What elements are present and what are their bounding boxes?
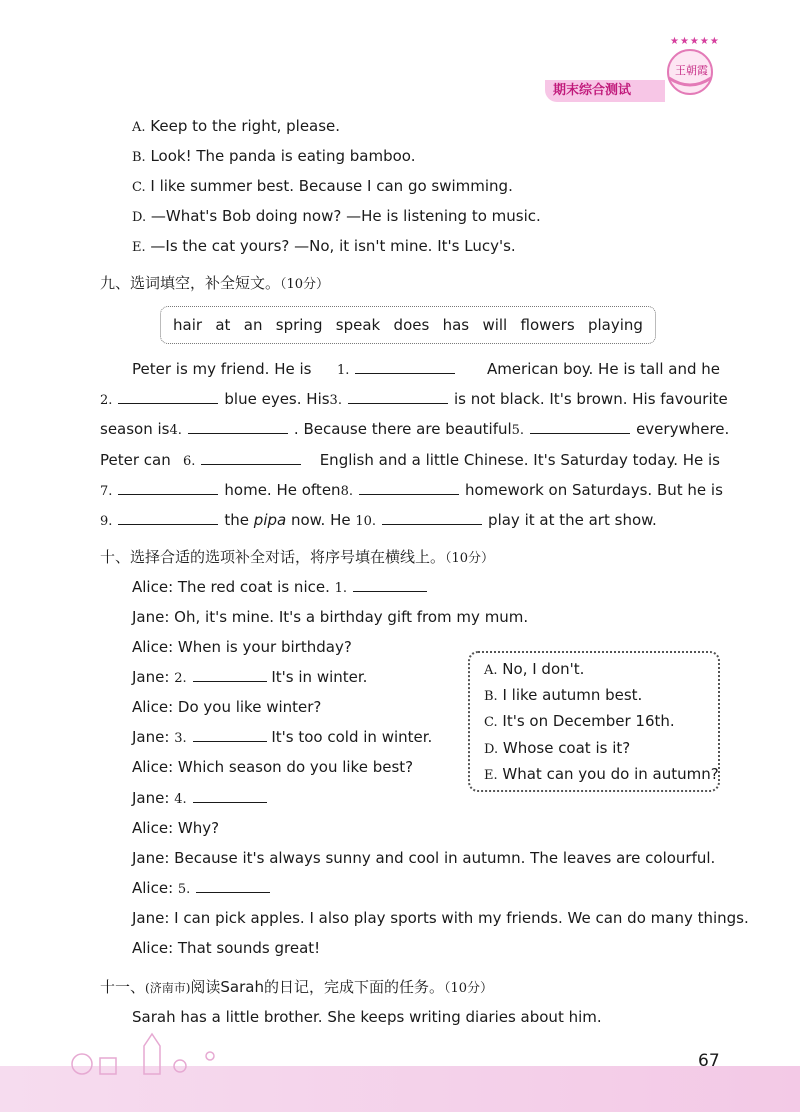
section11-title: 十一、(济南市)阅读Sarah的日记，完成下面的任务。（10分） bbox=[100, 978, 494, 996]
passage-line-3: season is 4. . Because there are beautiful 5. everywhere. bbox=[100, 420, 730, 438]
dialogue-line: Alice: Why? bbox=[132, 819, 220, 837]
blank-2[interactable] bbox=[118, 389, 218, 404]
passage-line-1: Peter is my friend. He is 1. American boy. He is tall and he bbox=[132, 360, 720, 378]
blank-10[interactable] bbox=[382, 510, 482, 525]
passage-line-6: 9. the pipa now. He 10. play it at the art show. bbox=[100, 511, 657, 529]
dialogue-line: Alice: 5. bbox=[132, 878, 276, 900]
passage-line-4: Peter can 6. English and a little Chinese. It's Saturday today. He is bbox=[100, 451, 720, 469]
blank-8[interactable] bbox=[359, 480, 459, 495]
word: playing bbox=[587, 316, 643, 334]
dialogue-line: Jane: Because it's always sunny and cool in autumn. The leaves are colourful. bbox=[132, 849, 716, 867]
passage-line-2: 2. blue eyes. His 3. is not black. It's brown. His favourite bbox=[100, 390, 728, 408]
word-bank bbox=[160, 306, 656, 344]
section10-title: 十、选择合适的选项补全对话，将序号填在横线上。（10分） bbox=[100, 548, 495, 566]
blank-3[interactable] bbox=[348, 389, 448, 404]
option-d: D. —What's Bob doing now? —He is listening to music. bbox=[132, 207, 541, 225]
choice-c: C. It's on December 16th. bbox=[484, 712, 675, 730]
word: will bbox=[482, 316, 508, 334]
choice-b: B. I like autumn best. bbox=[484, 686, 643, 704]
blank-6[interactable] bbox=[201, 450, 301, 465]
dialogue-line: Alice: Which season do you like best? bbox=[132, 758, 414, 776]
header-title: 期末综合测试 bbox=[553, 83, 632, 98]
word: hair bbox=[173, 316, 203, 334]
dialogue-line: Alice: When is your birthday? bbox=[132, 638, 352, 656]
dialogue-line: Jane: Oh, it's mine. It's a birthday gift from my mum. bbox=[132, 608, 529, 626]
option-b: B. Look! The panda is eating bamboo. bbox=[132, 147, 416, 165]
dialogue-blank-3[interactable] bbox=[193, 727, 267, 742]
blank-5[interactable] bbox=[530, 419, 630, 434]
blank-7[interactable] bbox=[118, 480, 218, 495]
choice-a: A. No, I don't. bbox=[484, 660, 585, 678]
blank-1[interactable] bbox=[355, 359, 455, 374]
option-c: C. I like summer best. Because I can go swimming. bbox=[132, 177, 513, 195]
dialogue-line: Jane: 2. It's in winter. bbox=[132, 668, 368, 686]
section9-title: 九、选词填空，补全短文。（10分） bbox=[100, 274, 330, 292]
dialogue-line: Alice: That sounds great! bbox=[132, 939, 321, 957]
dialogue-line: Jane: 3. It's too cold in winter. bbox=[132, 728, 433, 746]
logo-text: 王朝霞 bbox=[675, 64, 708, 77]
choice-d: D. Whose coat is it? bbox=[484, 739, 631, 757]
word: does bbox=[393, 316, 430, 334]
footer-doodle-icon bbox=[60, 1028, 220, 1078]
dialogue-blank-1[interactable] bbox=[353, 577, 427, 592]
word: speak bbox=[335, 316, 381, 334]
word: at bbox=[215, 316, 231, 334]
dialogue-line: Alice: Do you like winter? bbox=[132, 698, 322, 716]
dialogue-line: Alice: The red coat is nice. 1. bbox=[132, 577, 433, 599]
logo-stars: ★★★★★ bbox=[670, 36, 720, 47]
word: has bbox=[442, 316, 470, 334]
dialogue-blank-5[interactable] bbox=[196, 878, 270, 893]
word: an bbox=[243, 316, 263, 334]
section11-intro: Sarah has a little brother. She keeps writing diaries about him. bbox=[132, 1008, 602, 1026]
page-number: 67 bbox=[698, 1051, 720, 1071]
word: flowers bbox=[520, 316, 575, 334]
blank-4[interactable] bbox=[188, 419, 288, 434]
choices-box bbox=[468, 651, 720, 792]
dialogue-blank-4[interactable] bbox=[193, 788, 267, 803]
dialogue-line: Jane: I can pick apples. I also play sports with my friends. We can do many things. bbox=[132, 909, 749, 927]
option-a: A. Keep to the right, please. bbox=[132, 117, 341, 135]
dialogue-blank-2[interactable] bbox=[193, 667, 267, 682]
blank-9[interactable] bbox=[118, 510, 218, 525]
word: spring bbox=[275, 316, 323, 334]
passage-line-5: 7. home. He often 8. homework on Saturdays. But he is bbox=[100, 481, 723, 499]
dialogue-line: Jane: 4. bbox=[132, 788, 273, 810]
option-e: E. —Is the cat yours? —No, it isn't mine. It's Lucy's. bbox=[132, 237, 516, 255]
choice-e: E. What can you do in autumn? bbox=[484, 765, 719, 783]
